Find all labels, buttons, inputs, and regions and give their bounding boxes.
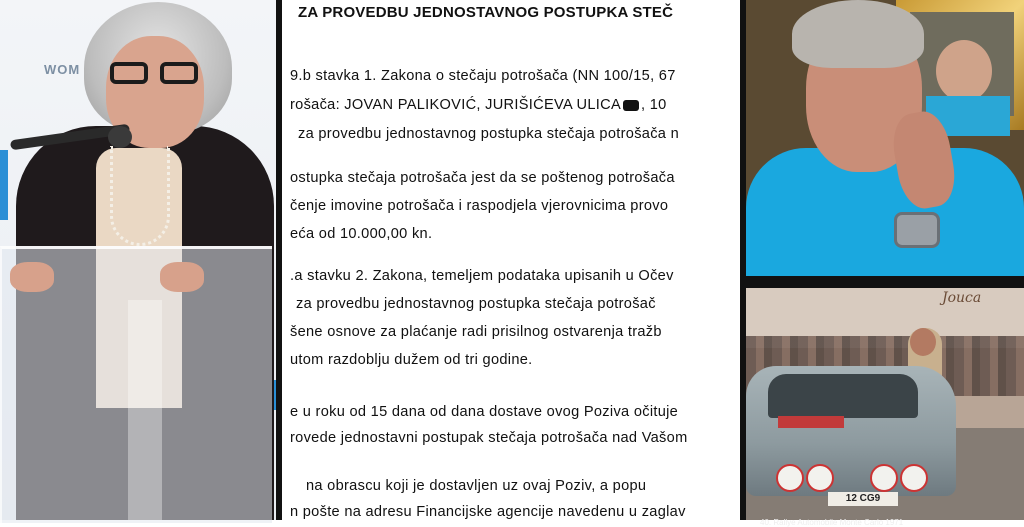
speaker-glasses — [108, 62, 200, 86]
man-hair — [792, 0, 924, 68]
speaker-hand-right — [160, 262, 204, 292]
photo-caption: 40. Rallye Automobile Monte Carlo 1971 — [760, 518, 904, 527]
document-line: za provedbu jednostavnog postupka stečaja potrošač — [296, 296, 656, 312]
court-document — [276, 0, 746, 520]
document-line: na obrascu koji je dostavljen uz ovaj Poziv, a popu — [306, 478, 647, 494]
speaker-photo — [0, 0, 276, 520]
car-windshield — [768, 374, 918, 418]
document-line: ostupka stečaja potrošača jest da se poštenog potrošača — [290, 170, 675, 186]
banner-accent — [0, 150, 8, 220]
document-line: utom razdoblju dužem od tri godine. — [290, 352, 533, 368]
background-man-head — [936, 40, 992, 102]
pearl-necklace — [110, 146, 170, 246]
rally-car-photo — [746, 276, 1024, 527]
driver-head — [910, 328, 936, 356]
document-line: šene osnove za plaćanje radi prisilnog ostvarenja tražb — [290, 324, 662, 340]
document-line: čenje imovine potrošača i raspodjela vjerovnicima provo — [290, 198, 669, 214]
microphone-icon — [108, 126, 132, 148]
document-line: rošača: JOVAN PALIKOVIĆ, JURIŠIĆEVA ULICA , 10 — [290, 97, 667, 113]
headlight-icon — [806, 464, 834, 492]
document-line: rovede jednostavni postupak stečaja potrošača nad Vašom — [290, 430, 688, 446]
podium-stem — [128, 300, 162, 520]
document-line: eća od 10.000,00 kn. — [290, 226, 433, 242]
headlight-icon — [900, 464, 928, 492]
handwritten-signature: Jouca — [942, 290, 982, 306]
wristwatch-icon — [894, 212, 940, 248]
document-line: za provedbu jednostavnog postupka stečaja potrošača n — [298, 126, 679, 142]
rally-sticker — [778, 416, 844, 428]
document-title: ZA PROVEDBU JEDNOSTAVNOG POSTUPKA STEČ — [298, 4, 674, 21]
speaker-hand-left — [10, 262, 54, 292]
license-plate: 12 CG9 — [828, 492, 898, 506]
document-line: n pošte na adresu Financijske agencije navedenu u zaglav — [290, 504, 686, 520]
redaction-mark — [623, 100, 639, 111]
banner-text: WOM — [44, 62, 81, 77]
document-line: .a stavku 2. Zakona, temeljem podataka upisanih u Očev — [290, 268, 674, 284]
headlight-icon — [776, 464, 804, 492]
document-line: e u roku od 15 dana od dana dostave ovog Poziva očituje — [290, 404, 679, 420]
document-line: 9.b stavka 1. Zakona o stečaju potrošača (NN 100/15, 67 — [290, 68, 676, 84]
man-on-phone-photo — [746, 0, 1024, 276]
headlight-icon — [870, 464, 898, 492]
